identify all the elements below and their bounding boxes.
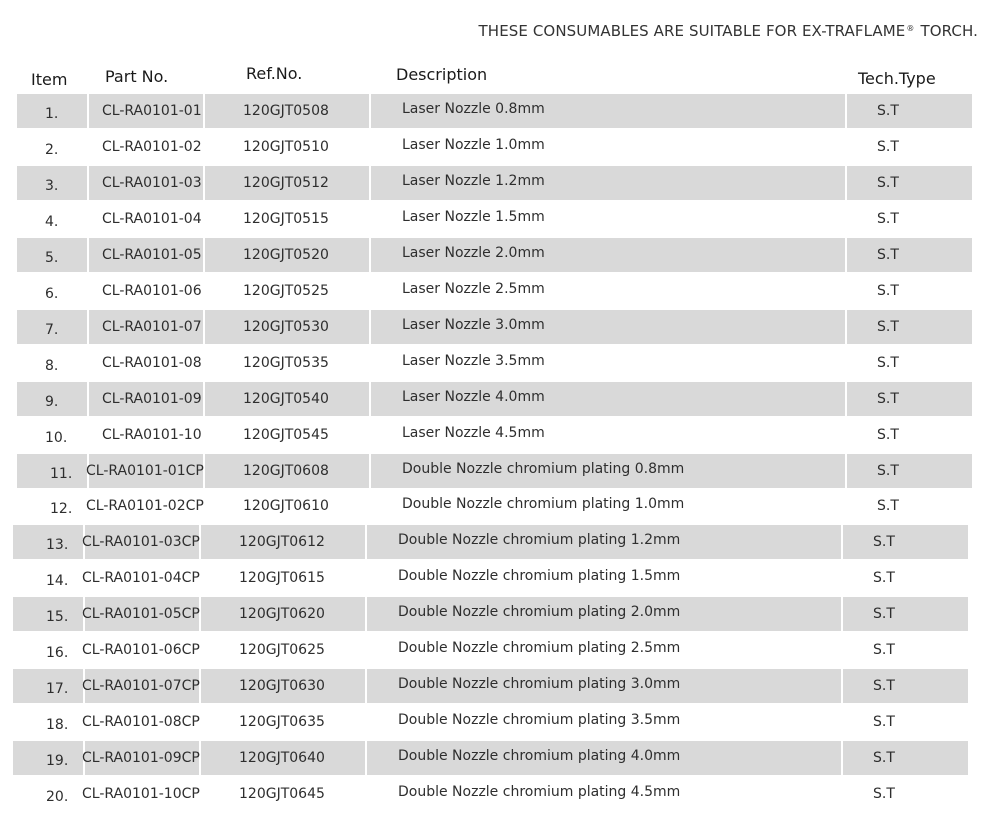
- cell-part-no: [82, 741, 200, 775]
- cell-description-text: Double Nozzle chromium plating 3.0mm: [398, 676, 681, 692]
- cell-ref-no-text: 120GJT0612: [239, 534, 325, 550]
- cell-item: [13, 597, 83, 631]
- cell-tech-type: [847, 166, 972, 200]
- cell-ref-no: [201, 669, 365, 703]
- cell-ref-no-text: 120GJT0625: [239, 642, 325, 658]
- cell-item-text: 19.: [46, 753, 69, 769]
- cell-item: [17, 274, 87, 308]
- cell-item: [13, 561, 83, 595]
- cell-item-text: 6.: [45, 286, 59, 302]
- cell-part-no-text: CL-RA0101-04CP: [82, 570, 200, 586]
- cell-part-no: [89, 202, 203, 236]
- cell-item-text: 3.: [45, 178, 59, 194]
- header-tech-type: Tech.Type: [858, 69, 936, 88]
- cell-item: [13, 633, 83, 667]
- table-row: [13, 669, 968, 703]
- cell-description-text: Laser Nozzle 1.0mm: [402, 137, 545, 153]
- cell-ref-no-text: 120GJT0530: [243, 319, 329, 335]
- cell-item-text: 4.: [45, 214, 59, 230]
- cell-ref-no-text: 120GJT0640: [239, 750, 325, 766]
- table-row: [17, 418, 972, 452]
- cell-tech-type: [847, 489, 972, 523]
- cell-item-text: 14.: [46, 573, 69, 589]
- cell-description: [371, 202, 845, 236]
- cell-tech-type-text: S.T: [873, 678, 895, 694]
- cell-ref-no: [205, 310, 369, 344]
- cell-tech-type-text: S.T: [877, 463, 899, 479]
- cell-ref-no: [205, 454, 369, 488]
- table-row: [17, 346, 972, 380]
- cell-description-text: Double Nozzle chromium plating 0.8mm: [402, 461, 685, 477]
- cell-tech-type-text: S.T: [873, 750, 895, 766]
- cell-item: [17, 454, 87, 488]
- cell-description-text: Laser Nozzle 0.8mm: [402, 101, 545, 117]
- cell-tech-type: [843, 669, 968, 703]
- cell-description: [367, 705, 841, 739]
- cell-ref-no: [205, 238, 369, 272]
- cell-ref-no: [205, 130, 369, 164]
- cell-part-no-text: CL-RA0101-05CP: [82, 606, 200, 622]
- cell-tech-type-text: S.T: [877, 175, 899, 191]
- cell-ref-no: [201, 741, 365, 775]
- cell-part-no: [89, 274, 203, 308]
- cell-description: [367, 525, 841, 559]
- cell-part-no-text: CL-RA0101-03: [102, 175, 202, 191]
- cell-item: [17, 382, 87, 416]
- cell-description: [371, 130, 845, 164]
- cell-item: [17, 489, 87, 523]
- cell-tech-type-text: S.T: [877, 103, 899, 119]
- cell-item-text: 11.: [50, 466, 73, 482]
- cell-description-text: Laser Nozzle 2.0mm: [402, 245, 545, 261]
- table-row: [13, 741, 968, 775]
- cell-description-text: Double Nozzle chromium plating 1.2mm: [398, 532, 681, 548]
- suitability-note-text: THESE CONSUMABLES ARE SUITABLE FOR EX-TRAFLAME: [478, 22, 906, 40]
- cell-part-no-text: CL-RA0101-08CP: [82, 714, 200, 730]
- cell-ref-no-text: 120GJT0630: [239, 678, 325, 694]
- table-row: [13, 561, 968, 595]
- cell-item-text: 13.: [46, 537, 69, 553]
- cell-description-text: Double Nozzle chromium plating 3.5mm: [398, 712, 681, 728]
- cell-description: [371, 238, 845, 272]
- cell-tech-type: [847, 310, 972, 344]
- cell-description: [371, 382, 845, 416]
- cell-tech-type: [843, 777, 968, 811]
- cell-part-no: [82, 705, 200, 739]
- cell-ref-no: [201, 525, 365, 559]
- cell-description-text: Double Nozzle chromium plating 2.0mm: [398, 604, 681, 620]
- cell-tech-type-text: S.T: [877, 427, 899, 443]
- cell-description-text: Double Nozzle chromium plating 2.5mm: [398, 640, 681, 656]
- cell-description: [371, 454, 845, 488]
- cell-part-no-text: CL-RA0101-04: [102, 211, 202, 227]
- cell-part-no-text: CL-RA0101-06CP: [82, 642, 200, 658]
- cell-description-text: Laser Nozzle 2.5mm: [402, 281, 545, 297]
- cell-ref-no: [201, 633, 365, 667]
- table-row: [17, 489, 972, 523]
- cell-ref-no: [205, 94, 369, 128]
- cell-tech-type: [847, 346, 972, 380]
- table-row: [17, 274, 972, 308]
- cell-tech-type: [843, 597, 968, 631]
- cell-part-no-text: CL-RA0101-09: [102, 391, 202, 407]
- cell-item: [13, 777, 83, 811]
- cell-ref-no: [205, 382, 369, 416]
- cell-part-no: [89, 310, 203, 344]
- cell-ref-no: [201, 705, 365, 739]
- cell-tech-type-text: S.T: [873, 606, 895, 622]
- cell-tech-type: [847, 382, 972, 416]
- cell-item: [17, 202, 87, 236]
- cell-item-text: 17.: [46, 681, 69, 697]
- cell-description-text: Double Nozzle chromium plating 4.0mm: [398, 748, 681, 764]
- cell-part-no-text: CL-RA0101-05: [102, 247, 202, 263]
- cell-item: [17, 310, 87, 344]
- table-header: [0, 64, 1000, 92]
- cell-item: [13, 669, 83, 703]
- cell-tech-type-text: S.T: [877, 391, 899, 407]
- cell-tech-type: [843, 741, 968, 775]
- suitability-note-suffix: TORCH.: [920, 22, 978, 40]
- cell-description: [367, 669, 841, 703]
- cell-part-no: [89, 346, 203, 380]
- registered-mark: ®: [906, 24, 915, 33]
- cell-ref-no: [205, 418, 369, 452]
- cell-description-text: Laser Nozzle 1.5mm: [402, 209, 545, 225]
- cell-description: [371, 418, 845, 452]
- cell-description: [367, 777, 841, 811]
- cell-description: [371, 346, 845, 380]
- cell-ref-no: [201, 561, 365, 595]
- cell-description-text: Double Nozzle chromium plating 1.5mm: [398, 568, 681, 584]
- table-row: [13, 525, 968, 559]
- cell-ref-no: [205, 202, 369, 236]
- cell-ref-no-text: 120GJT0535: [243, 355, 329, 371]
- header-description: Description: [396, 65, 488, 84]
- cell-part-no-text: CL-RA0101-07: [102, 319, 202, 335]
- cell-description-text: Laser Nozzle 1.2mm: [402, 173, 545, 189]
- table-row: [13, 705, 968, 739]
- cell-tech-type-text: S.T: [877, 355, 899, 371]
- cell-part-no: [86, 489, 204, 523]
- cell-item-text: 2.: [45, 142, 59, 158]
- cell-description-text: Laser Nozzle 4.0mm: [402, 389, 545, 405]
- cell-ref-no-text: 120GJT0508: [243, 103, 329, 119]
- header-ref-no: Ref.No.: [246, 64, 303, 83]
- cell-tech-type: [843, 633, 968, 667]
- cell-ref-no: [205, 489, 369, 523]
- table-row: [17, 310, 972, 344]
- cell-ref-no: [201, 597, 365, 631]
- cell-part-no-text: CL-RA0101-03CP: [82, 534, 200, 550]
- cell-part-no-text: CL-RA0101-06: [102, 283, 202, 299]
- cell-item-text: 16.: [46, 645, 69, 661]
- cell-item: [17, 238, 87, 272]
- cell-item: [17, 418, 87, 452]
- cell-item-text: 9.: [45, 394, 59, 410]
- cell-tech-type: [847, 238, 972, 272]
- cell-tech-type-text: S.T: [873, 534, 895, 550]
- cell-ref-no-text: 120GJT0610: [243, 498, 329, 514]
- cell-description: [371, 166, 845, 200]
- table-row: [17, 382, 972, 416]
- cell-item-text: 20.: [46, 789, 69, 805]
- cell-item: [13, 705, 83, 739]
- cell-description: [367, 597, 841, 631]
- cell-item-text: 12.: [50, 501, 73, 517]
- cell-description-text: Double Nozzle chromium plating 1.0mm: [402, 496, 685, 512]
- cell-part-no: [82, 669, 200, 703]
- cell-item: [17, 166, 87, 200]
- cell-description-text: Laser Nozzle 4.5mm: [402, 425, 545, 441]
- cell-ref-no: [201, 777, 365, 811]
- cell-ref-no: [205, 274, 369, 308]
- cell-part-no-text: CL-RA0101-08: [102, 355, 202, 371]
- cell-tech-type: [847, 454, 972, 488]
- cell-tech-type-text: S.T: [877, 498, 899, 514]
- cell-item-text: 7.: [45, 322, 59, 338]
- cell-description: [371, 94, 845, 128]
- cell-item: [13, 741, 83, 775]
- cell-part-no: [82, 777, 200, 811]
- cell-part-no: [86, 454, 204, 488]
- cell-tech-type: [843, 561, 968, 595]
- cell-description-text: Double Nozzle chromium plating 4.5mm: [398, 784, 681, 800]
- cell-part-no: [89, 130, 203, 164]
- cell-tech-type: [843, 705, 968, 739]
- cell-part-no-text: CL-RA0101-02CP: [86, 498, 204, 514]
- header-part-no: Part No.: [105, 67, 169, 86]
- cell-part-no-text: CL-RA0101-09CP: [82, 750, 200, 766]
- cell-tech-type-text: S.T: [877, 247, 899, 263]
- cell-tech-type: [847, 202, 972, 236]
- cell-ref-no-text: 120GJT0620: [239, 606, 325, 622]
- table-row: [17, 166, 972, 200]
- cell-ref-no-text: 120GJT0512: [243, 175, 329, 191]
- cell-item: [17, 346, 87, 380]
- cell-ref-no-text: 120GJT0545: [243, 427, 329, 443]
- cell-ref-no-text: 120GJT0645: [239, 786, 325, 802]
- cell-item-text: 1.: [45, 106, 59, 122]
- cell-part-no: [89, 382, 203, 416]
- cell-ref-no: [205, 166, 369, 200]
- cell-item-text: 8.: [45, 358, 59, 374]
- cell-ref-no-text: 120GJT0635: [239, 714, 325, 730]
- cell-tech-type: [847, 94, 972, 128]
- cell-part-no: [82, 525, 200, 559]
- cell-ref-no: [205, 346, 369, 380]
- cell-description-text: Laser Nozzle 3.5mm: [402, 353, 545, 369]
- cell-ref-no-text: 120GJT0615: [239, 570, 325, 586]
- cell-part-no: [82, 561, 200, 595]
- cell-part-no-text: CL-RA0101-10CP: [82, 786, 200, 802]
- cell-ref-no-text: 120GJT0515: [243, 211, 329, 227]
- cell-part-no-text: CL-RA0101-10: [102, 427, 202, 443]
- cell-part-no: [89, 238, 203, 272]
- cell-item: [17, 130, 87, 164]
- cell-ref-no-text: 120GJT0525: [243, 283, 329, 299]
- cell-tech-type-text: S.T: [877, 211, 899, 227]
- cell-part-no: [89, 418, 203, 452]
- cell-tech-type-text: S.T: [873, 642, 895, 658]
- cell-ref-no-text: 120GJT0608: [243, 463, 329, 479]
- cell-part-no-text: CL-RA0101-01CP: [86, 463, 204, 479]
- cell-tech-type-text: S.T: [873, 786, 895, 802]
- table-row: [13, 597, 968, 631]
- cell-description: [371, 310, 845, 344]
- table-row: [17, 238, 972, 272]
- header-item: Item: [31, 70, 68, 89]
- table-row: [17, 454, 972, 488]
- cell-item-text: 18.: [46, 717, 69, 733]
- cell-tech-type: [847, 418, 972, 452]
- cell-description: [371, 489, 845, 523]
- cell-description-text: Laser Nozzle 3.0mm: [402, 317, 545, 333]
- cell-ref-no-text: 120GJT0520: [243, 247, 329, 263]
- suitability-note: [479, 22, 978, 40]
- cell-part-no: [82, 633, 200, 667]
- table-row: [17, 202, 972, 236]
- cell-tech-type: [847, 130, 972, 164]
- cell-item-text: 5.: [45, 250, 59, 266]
- cell-tech-type: [847, 274, 972, 308]
- cell-part-no-text: CL-RA0101-07CP: [82, 678, 200, 694]
- cell-tech-type-text: S.T: [873, 570, 895, 586]
- cell-item: [17, 94, 87, 128]
- cell-part-no: [89, 166, 203, 200]
- table-row: [13, 777, 968, 811]
- cell-tech-type-text: S.T: [877, 283, 899, 299]
- cell-part-no: [89, 94, 203, 128]
- cell-description: [367, 561, 841, 595]
- table-row: [17, 94, 972, 128]
- table-row: [17, 130, 972, 164]
- cell-description: [371, 274, 845, 308]
- cell-item-text: 15.: [46, 609, 69, 625]
- cell-description: [367, 633, 841, 667]
- cell-description: [367, 741, 841, 775]
- cell-item: [13, 525, 83, 559]
- table-row: [13, 633, 968, 667]
- cell-tech-type-text: S.T: [873, 714, 895, 730]
- cell-item-text: 10.: [45, 430, 68, 446]
- cell-tech-type-text: S.T: [877, 139, 899, 155]
- cell-part-no-text: CL-RA0101-01: [102, 103, 202, 119]
- cell-part-no: [82, 597, 200, 631]
- cell-ref-no-text: 120GJT0510: [243, 139, 329, 155]
- cell-tech-type: [843, 525, 968, 559]
- cell-tech-type-text: S.T: [877, 319, 899, 335]
- cell-part-no-text: CL-RA0101-02: [102, 139, 202, 155]
- cell-ref-no-text: 120GJT0540: [243, 391, 329, 407]
